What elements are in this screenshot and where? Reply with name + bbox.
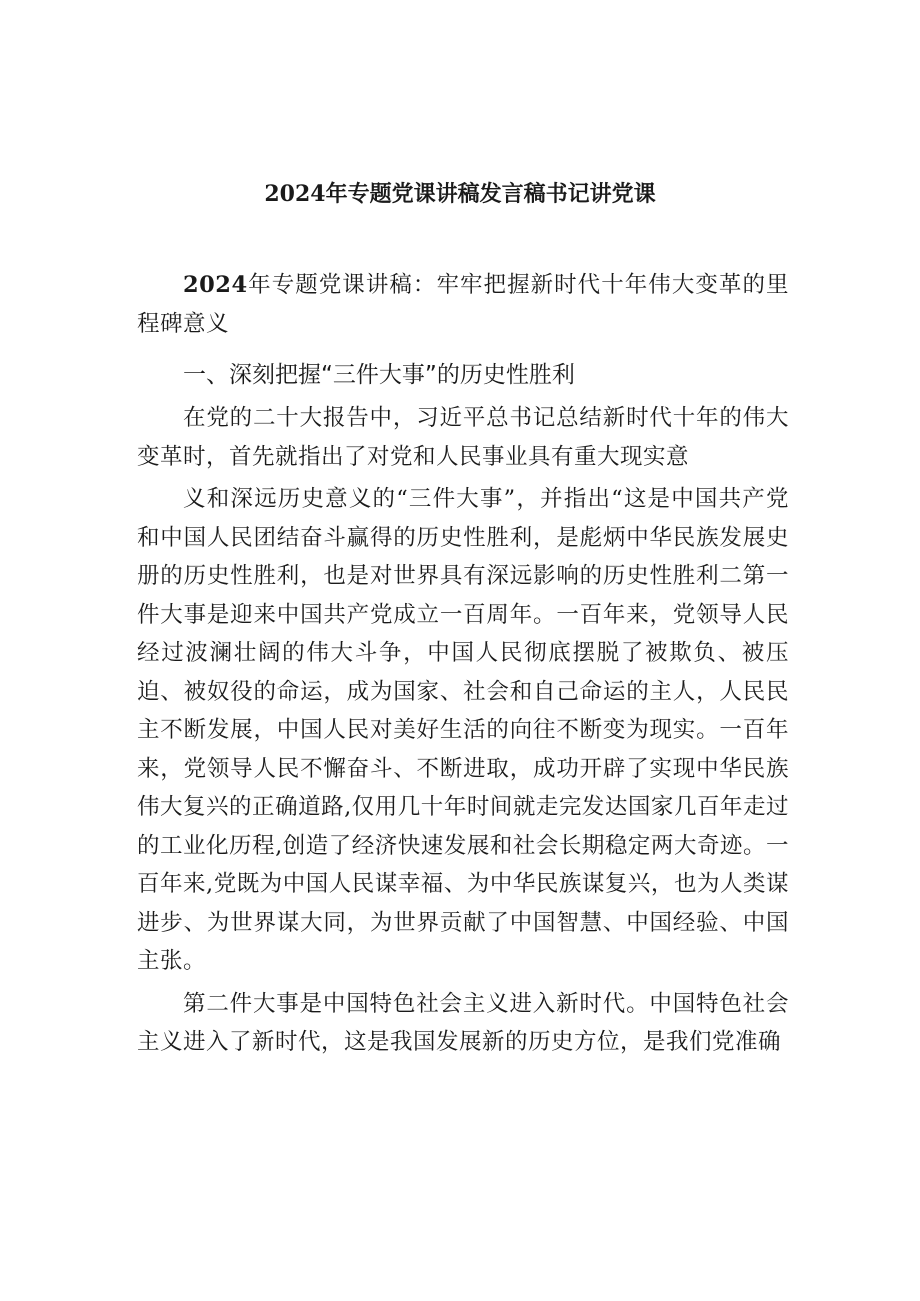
document-title: 2024年专题党课讲稿发言稿书记讲党课 <box>264 181 656 207</box>
document-body <box>137 266 789 1062</box>
subtitle <box>137 266 789 343</box>
subtitle-year: 2024 <box>183 272 248 298</box>
paragraph-2: 义和深远历史意义的“三件大事”，并指出“这是中国共产党和中国人民团结奋斗赢得的历史性胜利，是彪炳中华民族发展史册的历史性胜利，也是对世界具有深远影响的历史性胜利二第一件大事是迎来中国共产党成立一百周年。一百年来，党领导人民经过波澜壮阔的伟大斗争，中国人民彻底摆脱了被欺负、被压迫、被奴役的命运，成为国家、社会和自己命运的主人，人民民主不断发展，中国人民对美好生活的向往不断变为现实。一百年来，党领导人民不懈奋斗、不断进取，成功开辟了实现中华民族伟大复兴的正确道路,仅用几十年时间就走完发达国家几百年走过的工业化历程,创造了经济快速发展和社会长期稳定两大奇迹。一百年来,党既为中国人民谋幸福、为中华民族谋复兴，也为人类谋进步、为世界谋大同，为世界贡献了中国智慧、中国经验、中国主张。 <box>137 486 789 974</box>
paragraph-3: 第二件大事是中国特色社会主义进入新时代。中国特色社会主义进入了新时代，这是我国发展新的历史方位，是我们党准确 <box>137 990 789 1055</box>
section-heading: 一、深刻把握“三件大事”的历史性胜利 <box>183 362 575 388</box>
subtitle-text: 年专题党课讲稿：牢牢把握新时代十年伟大变革的里程碑意义 <box>137 272 789 337</box>
paragraph-1: 在党的二十大报告中，习近平总书记总结新时代十年的伟大变革时，首先就指出了对党和人民事业具有重大现实意 <box>137 405 789 470</box>
